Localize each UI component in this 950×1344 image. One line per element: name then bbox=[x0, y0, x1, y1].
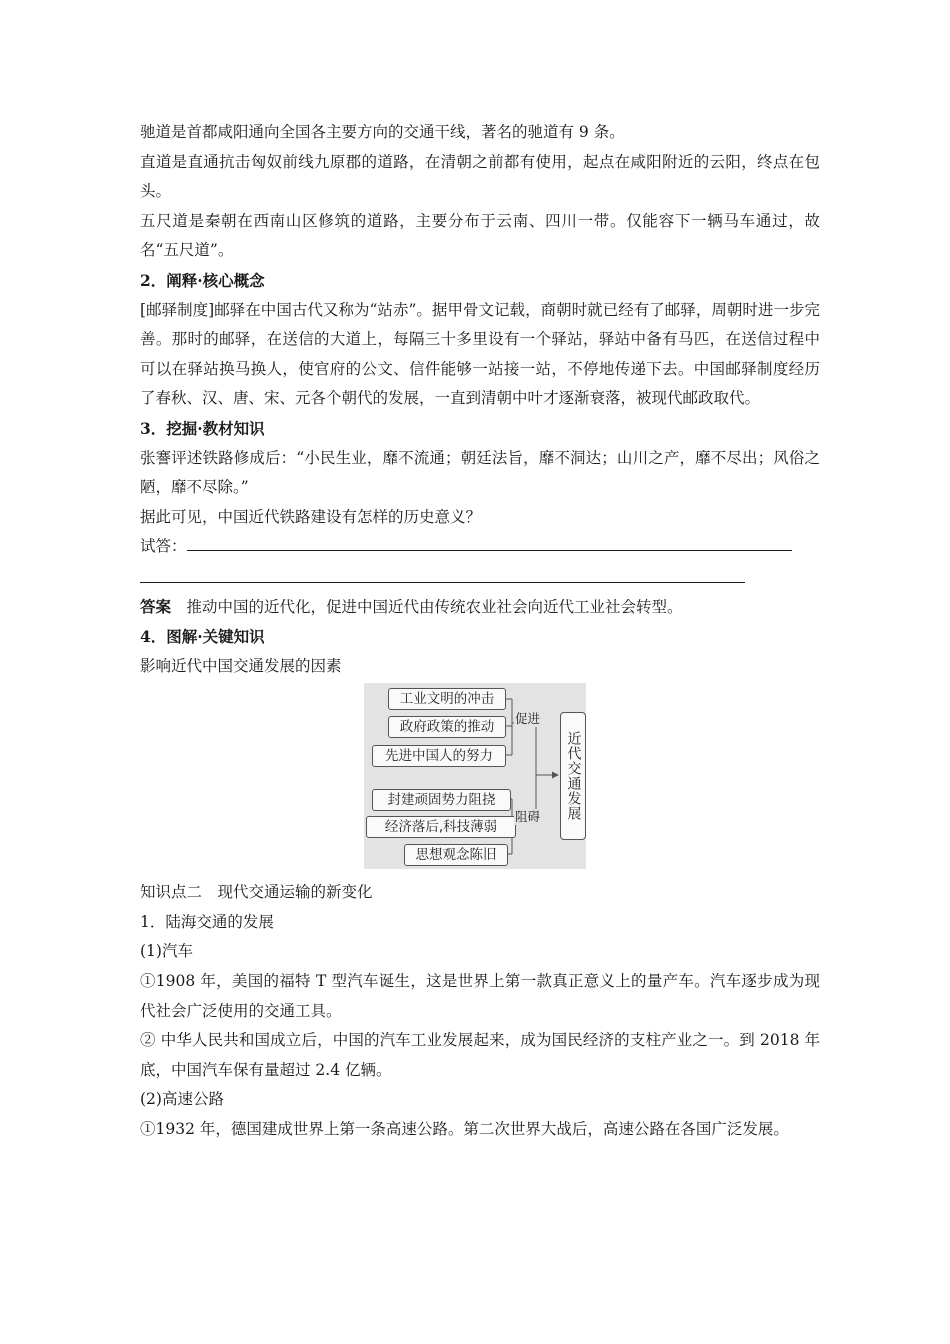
paragraph-car-1: ①1908 年，美国的福特 T 型汽车诞生，这是世界上第一款真正意义上的量产车。汽车逐步成为现代社会广泛使用的交通工具。 bbox=[140, 972, 820, 1020]
quote-zhang-jian: 张謇评述铁路修成后：“小民生业，靡不流通；朝廷法旨，靡不洞达；山川之产，靡不尽出；风俗之陋，靡不尽除。” bbox=[140, 448, 820, 497]
diagram-wrapper bbox=[140, 681, 820, 878]
target-modern-transport: 近代交通发展 bbox=[560, 712, 586, 840]
hinder-factor-1: 封建顽固势力阻挠 bbox=[372, 789, 511, 811]
paragraph-wuchidao: 五尺道是秦朝在西南山区修筑的道路，主要分布于云南、四川一带。仅能容下一辆马车通过，故名“五尺道”。 bbox=[140, 211, 820, 260]
answer-row bbox=[140, 592, 820, 623]
answer-label: 答案 bbox=[140, 596, 172, 616]
subheading-land-sea: 1．陆海交通的发展 bbox=[140, 912, 274, 931]
arrow-head-icon bbox=[552, 772, 559, 779]
subheading-highway: (2)高速公路 bbox=[140, 1090, 224, 1109]
promote-factor-3: 先进中国人的努力 bbox=[372, 745, 506, 767]
section-heading-diagram: 4．图解·关键知识 bbox=[140, 627, 265, 647]
promote-factor-2: 政府政策的推动 bbox=[388, 716, 506, 738]
paragraph-highway-1: ①1932 年，德国建成世界上第一条高速公路。第二次世界大战后，高速公路在各国广泛发展。 bbox=[140, 1120, 789, 1139]
promote-factor-1: 工业文明的冲击 bbox=[388, 688, 506, 710]
paragraph-chidao: 驰道是首都咸阳通向全国各主要方向的交通干线，著名的驰道有 9 条。 bbox=[140, 123, 625, 141]
promote-label: 促进 bbox=[515, 711, 541, 727]
diagram-caption: 影响近代中国交通发展的因素 bbox=[140, 656, 342, 675]
hinder-factor-2: 经济落后,科技薄弱 bbox=[366, 816, 516, 838]
section-heading-textbook-knowledge: 3．挖掘·教材知识 bbox=[140, 418, 265, 438]
subheading-car: (1)汽车 bbox=[140, 942, 193, 961]
answer-blank-row-2 bbox=[140, 562, 820, 592]
hinder-label: 阻碍 bbox=[515, 809, 541, 825]
diagram-connectors bbox=[364, 683, 586, 869]
question-railway: 据此可见，中国近代铁路建设有怎样的历史意义？ bbox=[140, 507, 482, 526]
section-heading-core-concept: 2．阐释·核心概念 bbox=[140, 270, 265, 290]
answer-blank-line-1 bbox=[187, 534, 792, 551]
factors-diagram bbox=[364, 683, 586, 869]
answer-text: 推动中国的近代化，促进中国近代由传统农业社会向近代工业社会转型。 bbox=[186, 597, 683, 616]
answer-blank-line-2 bbox=[140, 582, 745, 583]
paragraph-car-2: ② 中华人民共和国成立后，中国的汽车工业发展起来，成为国民经济的支柱产业之一。到 2018 年底，中国汽车保有量超过 2.4 亿辆。 bbox=[140, 1031, 820, 1079]
hinder-factor-3: 思想观念陈旧 bbox=[404, 844, 508, 866]
paragraph-postal-system: [邮驿制度]邮驿在中国古代又称为“站赤”。据甲骨文记载，商朝时就已经有了邮驿，周朝时进一步完善。那时的邮驿，在送信的大道上，每隔三十多里设有一个驿站，驿站中备有马匹，在送信过程中可以在驿站换马换人，使官府的公文、信件能够一站接一站，不停地传递下去。中国邮驿制度经历了春秋、汉、唐、宋、元各个朝代的发展，一直到清朝中叶才逐渐衰落，被现代邮政取代。 bbox=[140, 300, 820, 408]
try-answer-row bbox=[140, 532, 820, 562]
try-answer-label: 试答： bbox=[140, 537, 187, 556]
knowledge-point-2-title: 知识点二 现代交通运输的新变化 bbox=[140, 883, 373, 902]
paragraph-zhidao: 直道是直通抗击匈奴前线九原郡的道路，在清朝之前都有使用，起点在咸阳附近的云阳，终点在包头。 bbox=[140, 152, 820, 201]
document-page bbox=[140, 118, 820, 1145]
